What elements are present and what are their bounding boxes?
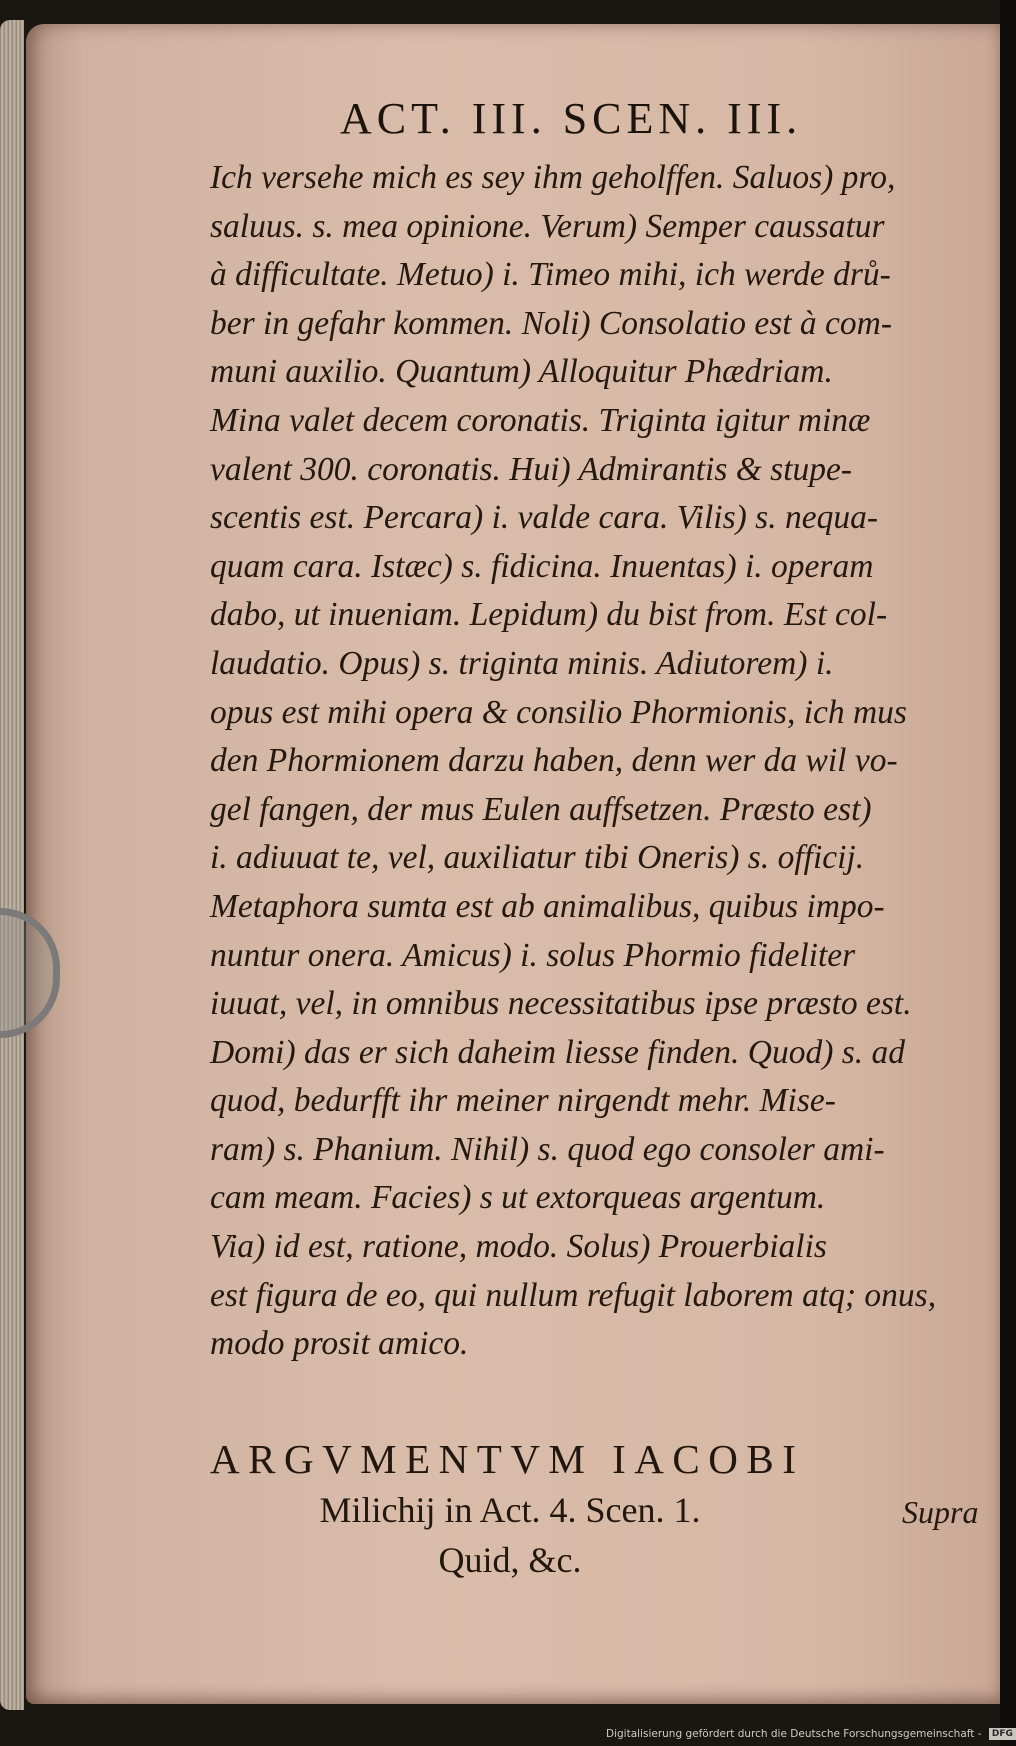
running-head: ACT. III. SCEN. III. [340, 94, 803, 143]
dfg-logo: DFG [989, 1728, 1016, 1740]
text-line: saluus. s. mea opinione. Verum) Semper caussatur [210, 207, 885, 245]
text-line: laudatio. Opus) s. triginta minis. Adiutorem) i. [210, 644, 834, 682]
text-line: valent 300. coronatis. Hui) Admirantis & stupe- [210, 450, 853, 488]
text-line: muni auxilio. Quantum) Alloquitur Phædriam. [210, 353, 833, 391]
text-line: den Phormionem darzu haben, denn wer da wil vo- [210, 742, 898, 780]
text-line: Mina valet decem coronatis. Triginta igitur minæ [210, 401, 871, 439]
digitization-credit [606, 1728, 1016, 1740]
text-line: est figura de eo, qui nullum refugit laborem atq; onus, [210, 1276, 937, 1314]
page-text [210, 92, 1000, 1585]
text-line: nuntur onera. Amicus) i. solus Phormio fideliter [210, 936, 856, 974]
text-line: iuuat, vel, in omnibus necessitatibus ipse præsto est. [210, 985, 912, 1023]
catchword: Supra [902, 1494, 979, 1530]
text-line: Via) id est, ratione, modo. Solus) Prouerbialis [210, 1228, 827, 1266]
text-line: i. adiuuat te, vel, auxiliatur tibi Oneris) s. officij. [210, 839, 865, 877]
book-page-edges [0, 20, 24, 1710]
text-line: scentis est. Percara) i. valde cara. Vilis) s. nequa- [210, 499, 878, 537]
text-line: opus est mihi opera & consilio Phormionis, ich mus [210, 693, 907, 731]
argument-attribution: Milichij in Act. 4. Scen. 1. [319, 1489, 701, 1530]
text-line: Metaphora sumta est ab animalibus, quibus impo- [210, 887, 885, 925]
argument-incipit: Quid, &c. [438, 1539, 582, 1580]
text-line: quod, bedurfft ihr meiner nirgendt mehr. Mise- [210, 1082, 836, 1120]
text-line: quam cara. Istæc) s. fidicina. Inuentas) i. operam [210, 547, 874, 585]
text-line: modo prosit amico. [210, 1325, 469, 1363]
text-line: dabo, ut inueniam. Lepidum) du bist from. Est col- [210, 596, 888, 634]
text-line: Domi) das er sich daheim liesse finden. Quod) s. ad [210, 1033, 906, 1071]
text-line: cam meam. Facies) s ut extorqueas argentum. [210, 1179, 826, 1217]
text-line: ber in gefahr kommen. Noli) Consolatio est à com- [210, 304, 893, 342]
argument-title: ARGVMENTVM IACOBI [210, 1435, 805, 1482]
credit-text: Digitalisierung gefördert durch die Deutsche Forschungsgemeinschaft - [606, 1728, 982, 1740]
commentary-body [210, 154, 1000, 1369]
text-line: Ich versehe mich es sey ihm geholffen. Saluos) pro, [210, 159, 896, 196]
text-line: gel fangen, der mus Eulen auffsetzen. Præsto est) [210, 790, 872, 828]
text-line: à difficultate. Metuo) i. Timeo mihi, ich werde drů- [210, 256, 891, 294]
text-line: ram) s. Phanium. Nihil) s. quod ego consoler ami- [210, 1130, 885, 1168]
